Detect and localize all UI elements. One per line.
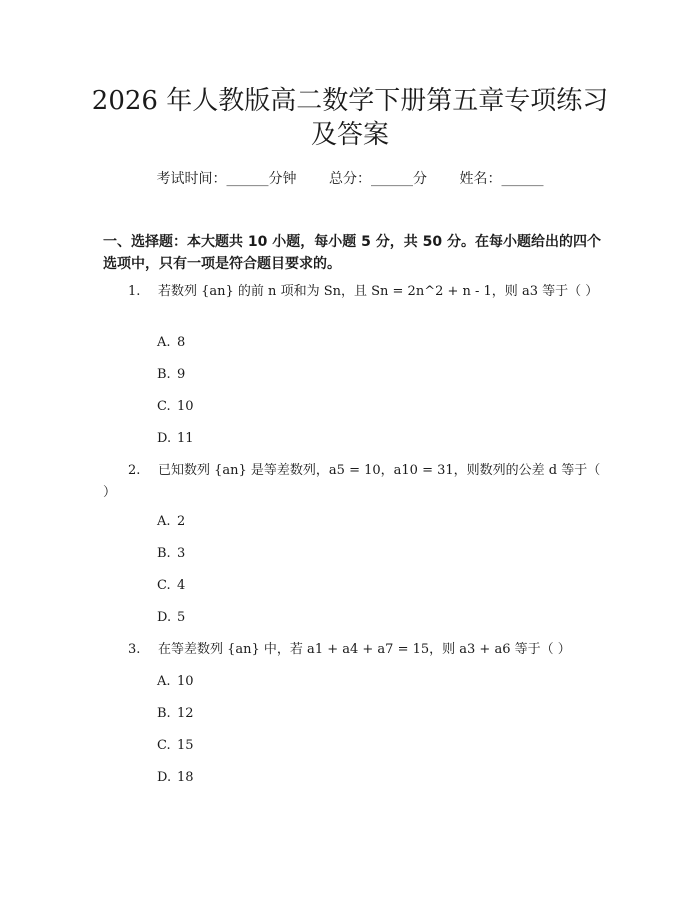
option-value: 12 [177, 706, 194, 721]
title-line-2: 及答案 [310, 120, 389, 150]
option-label: C. [157, 738, 171, 753]
question-2-option-a [157, 513, 185, 531]
question-3 [103, 639, 603, 661]
option-label: D. [157, 431, 172, 446]
option-label: B. [157, 706, 171, 721]
option-label: C. [157, 399, 171, 414]
question-text: 若数列 {an} 的前 n 项和为 Sn，且 Sn = 2n^2 + n - 1，则 a3 等于（ ） [158, 284, 599, 299]
option-label: D. [157, 770, 172, 785]
question-2-option-b [157, 545, 185, 563]
question-3-option-a [157, 673, 194, 691]
question-2 [103, 460, 603, 504]
question-number: 2. [128, 463, 141, 478]
title-line-1: 2026 年人教版高二数学下册第五章专项练习 [91, 86, 609, 116]
question-text: 已知数列 {an} 是等差数列，a5 = 10，a10 = 31，则数列的公差 d 等于（ ） [103, 463, 601, 500]
option-value: 10 [177, 674, 194, 689]
option-value: 15 [177, 738, 194, 753]
total-score-field: 总分：______分 [329, 171, 427, 187]
question-2-option-c [157, 577, 185, 595]
student-name-field: 姓名：______ [459, 171, 544, 187]
option-value: 8 [177, 335, 186, 350]
option-value: 10 [177, 399, 194, 414]
option-label: A. [157, 514, 171, 529]
page-title [60, 84, 640, 152]
option-value: 4 [177, 578, 186, 593]
question-1-option-a [157, 334, 185, 352]
section-heading: 一、选择题：本大题共 10 小题，每小题 5 分，共 50 分。在每小题给出的四个选项中，只有一项是符合题目要求的。 [103, 234, 601, 272]
option-value: 18 [177, 770, 194, 785]
option-value: 9 [177, 367, 186, 382]
option-value: 2 [177, 514, 186, 529]
question-number: 1. [128, 284, 141, 299]
exam-time-field: 考试时间：______分钟 [156, 171, 297, 187]
option-label: A. [157, 335, 171, 350]
option-value: 5 [177, 610, 186, 625]
option-value: 11 [177, 431, 194, 446]
option-value: 3 [177, 546, 186, 561]
option-label: B. [157, 546, 171, 561]
question-text: 在等差数列 {an} 中，若 a1 + a4 + a7 = 15，则 a3 + a6 等于（ ） [158, 642, 571, 657]
option-label: D. [157, 610, 172, 625]
exam-meta [0, 168, 700, 188]
question-2-option-d [157, 609, 185, 627]
question-number: 3. [128, 642, 141, 657]
option-label: C. [157, 578, 171, 593]
question-3-option-b [157, 705, 194, 723]
question-1-option-c [157, 398, 194, 416]
question-1-option-d [157, 430, 194, 448]
question-1-option-b [157, 366, 185, 384]
question-3-option-c [157, 737, 194, 755]
option-label: A. [157, 674, 171, 689]
question-3-option-d [157, 769, 194, 787]
question-1 [103, 281, 603, 303]
option-label: B. [157, 367, 171, 382]
